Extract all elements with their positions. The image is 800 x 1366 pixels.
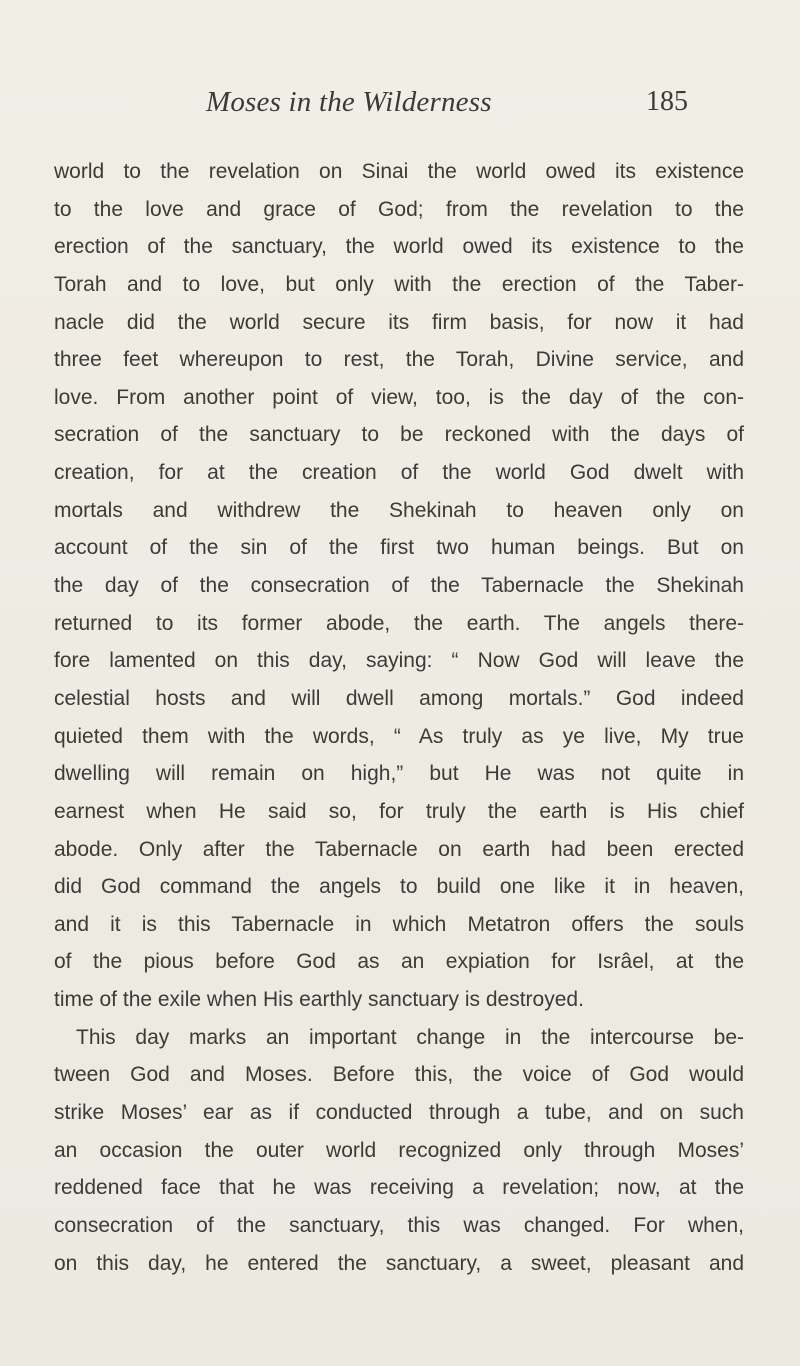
running-title: Moses in the Wilderness xyxy=(206,86,492,118)
text-line: account of the sin of the first two human beings. But on xyxy=(54,536,744,560)
text-line: creation, for at the creation of the world God dwelt with xyxy=(54,461,744,485)
body-text xyxy=(54,153,744,1282)
text-line: three feet whereupon to rest, the Torah, Divine service, and xyxy=(54,348,744,372)
text-line: tween God and Moses. Before this, the voice of God would xyxy=(54,1063,744,1087)
text-line: returned to its former abode, the earth. The angels there- xyxy=(54,611,744,635)
text-line: consecration of the sanctuary, this was changed. For when, xyxy=(54,1213,744,1237)
text-line: of the pious before God as an expiation for Isrâel, at the xyxy=(54,950,744,974)
text-line: fore lamented on this day, saying: “ Now God will leave the xyxy=(54,649,744,673)
text-line: This day marks an important change in the intercourse be- xyxy=(76,1025,744,1049)
text-line: did God command the angels to build one like it in heaven, xyxy=(54,875,744,899)
text-line: and it is this Tabernacle in which Metatron offers the souls xyxy=(54,912,744,936)
text-line: abode. Only after the Tabernacle on earth had been erected xyxy=(54,837,744,861)
text-line: an occasion the outer world recognized only through Moses’ xyxy=(54,1138,744,1162)
text-line: strike Moses’ ear as if conducted through a tube, and on such xyxy=(54,1101,744,1125)
text-line: to the love and grace of God; from the revelation to the xyxy=(54,197,744,221)
text-line: time of the exile when His earthly sanctuary is destroyed. xyxy=(54,988,584,1012)
text-line: nacle did the world secure its firm basis, for now it had xyxy=(54,310,744,334)
text-line: secration of the sanctuary to be reckoned with the days of xyxy=(54,423,744,447)
page-header xyxy=(0,86,800,126)
text-line: mortals and withdrew the Shekinah to heaven only on xyxy=(54,498,744,522)
text-line: quieted them with the words, “ As truly as ye live, My true xyxy=(54,724,744,748)
text-line: world to the revelation on Sinai the world owed its existence xyxy=(54,160,744,183)
text-line: earnest when He said so, for truly the earth is His chief xyxy=(54,799,744,823)
text-line: erection of the sanctuary, the world owed its existence to the xyxy=(54,235,744,259)
text-line: celestial hosts and will dwell among mortals.” God indeed xyxy=(54,686,744,710)
text-line: the day of the consecration of the Tabernacle the Shekinah xyxy=(54,574,744,598)
text-line: reddened face that he was receiving a revelation; now, at the xyxy=(54,1176,744,1200)
text-line: Torah and to love, but only with the erection of the Taber- xyxy=(54,272,744,296)
text-line: on this day, he entered the sanctuary, a sweet, pleasant and xyxy=(54,1251,744,1275)
text-line: dwelling will remain on high,” but He was not quite in xyxy=(54,762,744,786)
text-line: love. From another point of view, too, is the day of the con- xyxy=(54,385,744,409)
page-number: 185 xyxy=(646,86,688,117)
